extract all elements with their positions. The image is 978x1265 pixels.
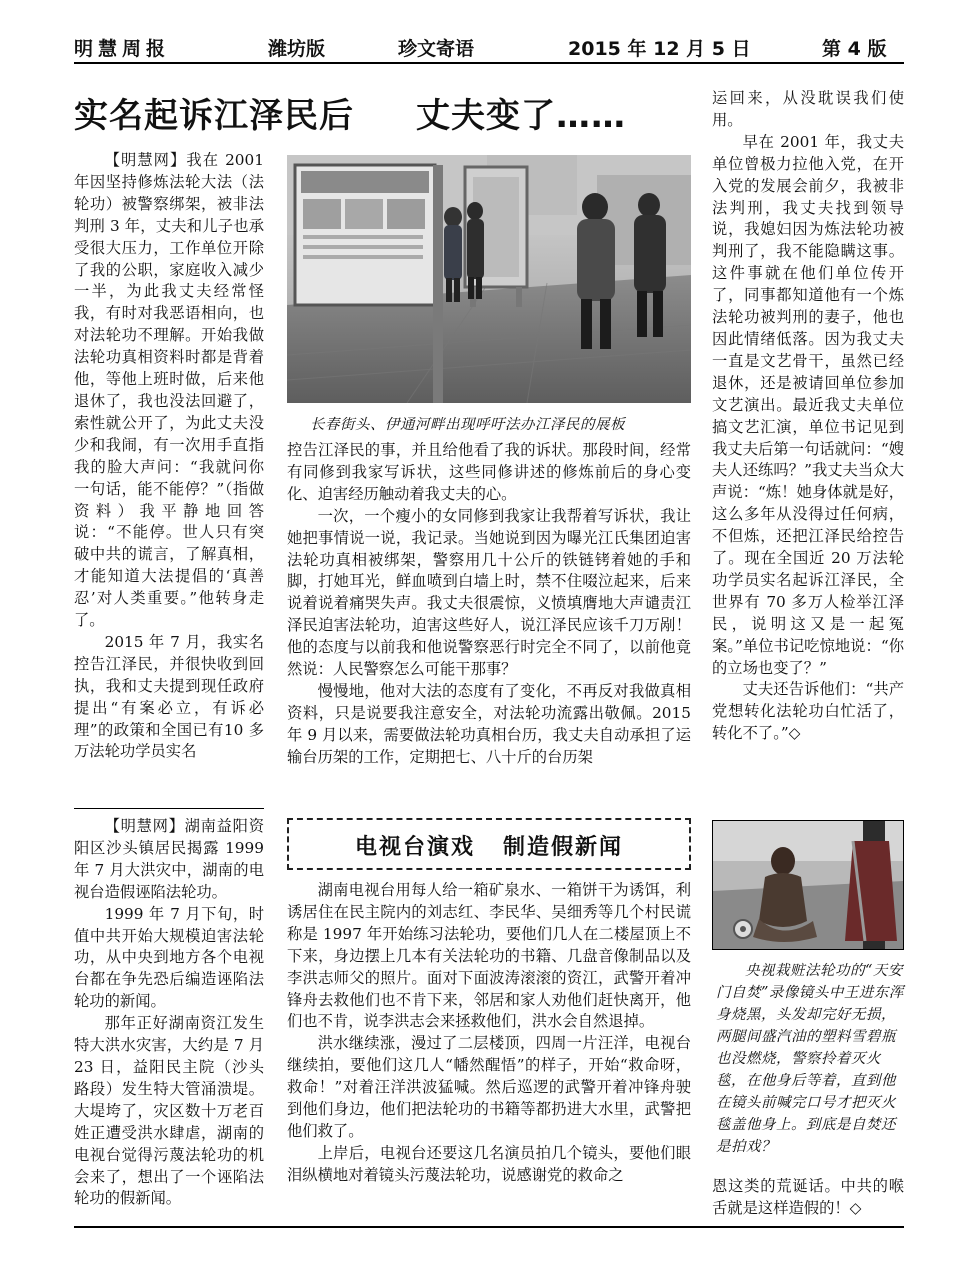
street-photo-drawing xyxy=(287,155,691,403)
article1-right-column xyxy=(712,88,904,745)
article2-mid-para-2: 洪水继续涨，漫过了二层楼顶，四周一片汪洋，电视台继续拍，要他们这几人“幡然醒悟”的样子，开始“救命呀，救命！”对着汪洋洪波猛喊。然后巡逻的武警开着冲锋舟驶到他们身边，他们把法轮功的书籍等都扔进大水里，武警把他们救了。 xyxy=(287,1034,691,1140)
article1-right-para-1: 运回来，从没耽误我们使用。 xyxy=(712,89,904,129)
article1-left-para-1: 【明慧网】我在 2001 年因坚持修炼法轮大法（法轮功）被警察绑架，被非法判刑 3 年，丈夫和儿子也承受很大压力，工作单位开除了我的公职，家庭收入减少一半，为此我丈夫经常怪我，有时对我恶语相向，也对法轮功不理解。开始我做法轮功真相资料时都是背着他，等他上班时做，后来他退休了，我也没法回避了，索性就公开了，为此丈夫没少和我闹，有一次用手直指我的脸大声问：“我就问你一句话，能不能停？”（指做资料）我平静地回答说：“不能停。世人只有突破中共的谎言，了解真相，才能知道大法提倡的‘真善忍’对人类重要。”他转身走了。 xyxy=(74,151,264,630)
article2-photo-caption: 央视栽赃法轮功的“天安门自焚”录像镜头中王进东浑身烧黑，头发却完好无损，两腿间盛汽油的塑料雪碧瓶也没燃烧，警察拎着灭火毯，在他身后等着，直到他在镜头前喊完口号才把灭火毯盖他身上。到底是自焚还是拍戏？ xyxy=(716,963,904,1155)
article2-mid-para-3: 上岸后，电视台还要这几名演员拍几个镜头，要他们眼泪纵横地对着镜头污蔑法轮功，说感谢党的救命之 xyxy=(287,1143,691,1184)
article2-headline-part2: 制造假新闻 xyxy=(503,835,624,860)
header-rule xyxy=(74,62,904,64)
article1-mid-para-3: 慢慢地，他对大法的态度有了变化，不再反对我做真相资料，只是说要我注意安全，对法轮功流露出敬佩。2015 年 9 月以来，需要做法轮功真相台历，我丈夫自动承担了运输台历架的工作，定期把七、八十斤的台历架 xyxy=(287,681,691,766)
article1-right-para-3: 丈夫还告诉他们：“共产党想转化法轮功白忙活了，转化不了。”◇ xyxy=(712,680,904,743)
street-display-photo xyxy=(287,155,691,403)
article1-left-para-2: 2015 年 7 月，我实名控告江泽民，并很快收到回执，我和丈夫提到现任政府提出“有案必立，有诉必理”的政策和全国已有10 多万法轮功学员实名 xyxy=(74,632,264,761)
article2-left-para-3: 那年正好湖南资江发生特大洪水灾害，大约是 7 月 23 日，益阳民主院（沙头路段）发生特大管涌溃堤。大堤垮了，灾区数十万老百姓正遭受洪水肆虐，湖南的电视台觉得污蔑法轮功的机会来了，想出了一个诬陷法轮功的假新闻。 xyxy=(74,1014,264,1208)
article1-mid-para-1: 控告江泽民的事，并且给他看了我的诉状。那段时间，经常有同修到我家写诉状，这些同修讲述的修炼前后的身心变化、迫害经历触动着我丈夫的心。 xyxy=(287,441,691,503)
article1-headline-part2: 丈夫变了…… xyxy=(416,96,626,136)
paper-name: 明慧周报 xyxy=(74,38,171,60)
edition-label: 潍坊版 xyxy=(268,38,326,60)
video-still-drawing xyxy=(713,821,903,949)
article1-headline-part1: 实名起诉江泽民后 xyxy=(74,96,354,136)
article1-mid-para-2: 一次，一个瘦小的女同修到我家让我帮着写诉状，我让她把事情说一说，我记录。当她说到因为曝光江氏集团迫害法轮功真相被绑架，警察用几十公斤的铁链铐着她的手和脚，打她耳光，鲜血喷到白墙上时，禁不住啜泣起来，后来说着说着痛哭失声。我丈夫很震惊，义愤填膺地大声谴责江泽民迫害法轮功，迫害这些好人，说江泽民应该千刀万剐！他的态度与以前我和他说警察恶行时完全不同了，以前他竟然说：人民警察怎么可能干那事？ xyxy=(287,506,691,679)
article2-mid-para-1: 湖南电视台用每人给一箱矿泉水、一箱饼干为诱饵，利诱居住在民主院内的刘志红、李民华、吴细秀等几个村民谎称是 1997 年开始练习法轮功，要他们几人在二楼屋顶上不下来，身边摆上几本有关法轮功的书籍、几盘音像制品以及李洪志师父的照片。面对下面波涛滚滚的资江，武警开着冲锋舟去救他们也不肯下来，邻居和家人劝他们赶快离开，他们也不肯，说李洪志会来拯救他们，洪水会自然退掉。 xyxy=(287,881,691,1031)
article2-right-column xyxy=(712,1176,904,1220)
article1-left-column xyxy=(74,150,264,763)
article2-left-para-2: 1999 年 7 月下旬，时值中共开始大规模迫害法轮功，从中央到地方各个电视台都在争先恐后编造诬陷法轮功的新闻。 xyxy=(74,904,264,1011)
issue-date: 2015 年 12 月 5 日 xyxy=(568,38,751,60)
article1-headline xyxy=(74,88,626,137)
article2-right-para-1: 恩这类的荒诞话。中共的喉舌就是这样造假的！◇ xyxy=(712,1177,904,1217)
article1-photo-caption: 长春街头、伊通河畔出现呼吁法办江泽民的展板 xyxy=(310,417,625,433)
section-label: 珍文寄语 xyxy=(398,38,475,60)
self-immolation-video-still xyxy=(712,820,904,950)
article2-left-para-1: 【明慧网】湖南益阳资阳区沙头镇居民揭露 1999 年 7 月大洪灾中，湖南的电视台造假诬陷法轮功。 xyxy=(74,817,264,901)
left-column-divider xyxy=(74,808,264,809)
article2-headline xyxy=(287,830,691,861)
article1-middle-column xyxy=(287,440,691,769)
article2-middle-column xyxy=(287,880,691,1187)
article2-headline-part1: 电视台演戏 xyxy=(354,835,475,860)
article1-right-para-2: 早在 2001 年，我丈夫单位曾极力拉他入党，在开入党的发展会前夕，我被非法判刑，我丈夫找到领导说，我媳妇因为炼法轮功被判刑了，我不能隐瞒这事。这件事就在他们单位传开了，同事都知道他有一个炼法轮功被判刑的妻子，他也因此情绪低落。因为我丈夫一直是文艺骨干，虽然已经退休，还是被请回单位参加文艺演出。最近我丈夫单位搞文艺汇演，单位书记见到我丈夫后第一句话就问：“嫂夫人还练吗？”我丈夫当众大声说：“炼！她身体就是好，这么多年从没得过任何病，不但炼，还把江泽民给控告了。现在全国近 20 万法轮功学员实名起诉江泽民，全世界有 70 多万人检举江泽民，说明这又是一起冤案。”单位书记吃惊地说：“你的立场也变了？” xyxy=(712,132,904,677)
page-number: 第 4 版 xyxy=(822,38,887,60)
article2-left-column xyxy=(74,816,264,1210)
footer-rule xyxy=(74,1226,904,1228)
